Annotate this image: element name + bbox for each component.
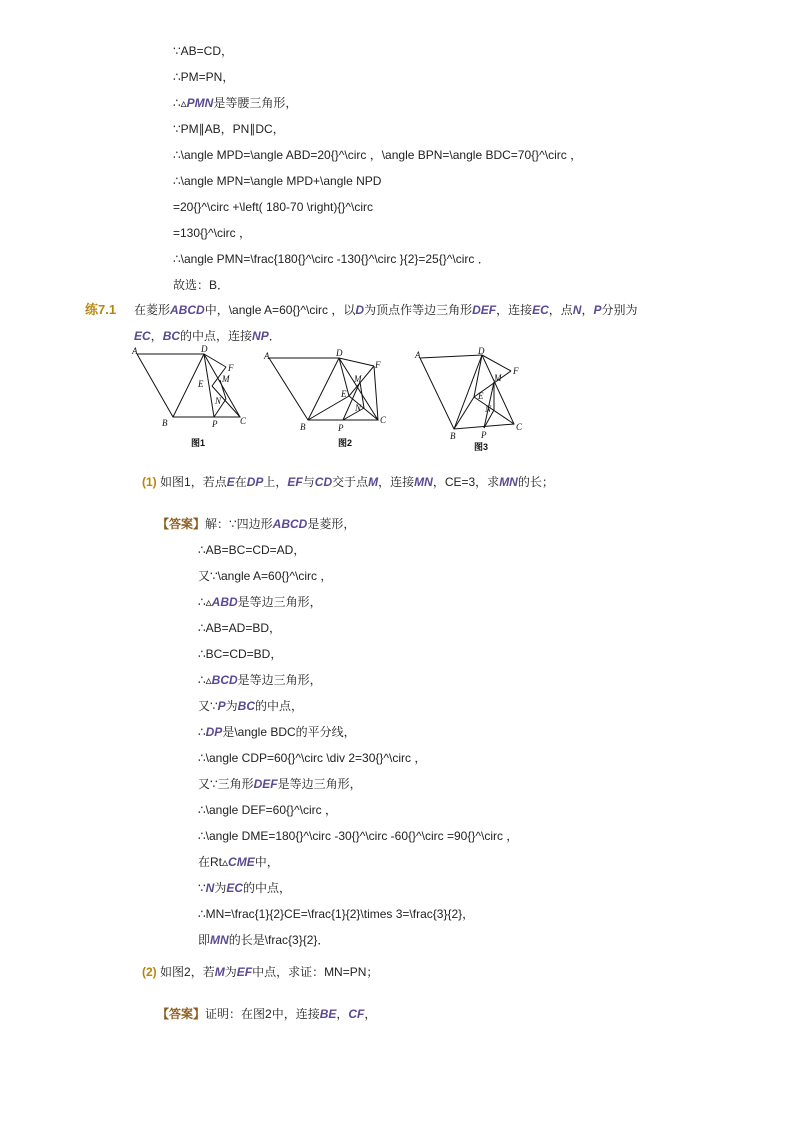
prev-line-8: =130{}^\circ ，	[173, 226, 252, 240]
fig1-label-d: D	[201, 344, 208, 354]
geometry-figures	[128, 344, 548, 456]
fig2-label-e: E	[341, 389, 347, 399]
figure-1	[137, 354, 240, 417]
prev-line-9: ∴\angle PMN=\frac{180{}^\circ -130{}^\circ }{2}=25{}^\circ ．	[173, 252, 490, 266]
fig3-label-n: N	[485, 404, 492, 414]
prev-line-3: ∴▵PMN是等腰三角形，	[173, 96, 298, 110]
fig3-label-p: P	[481, 430, 487, 440]
fig2-label-p: P	[338, 423, 344, 433]
prev-line-2: ∴PM=PN，	[173, 70, 235, 84]
fig1-label-c: C	[240, 416, 247, 426]
answer-1-line-4: ∴▵ABD是等边三角形，	[198, 595, 322, 609]
fig2-label-f: F	[375, 360, 381, 370]
answer-1-line-17: 即MN的长是\frac{3}{2}．	[198, 933, 330, 947]
fig1-label-e: E	[198, 379, 204, 389]
fig1-label-n: N	[215, 396, 222, 406]
figure-3	[420, 355, 514, 429]
answer-1-line-5: ∴AB=AD=BD，	[198, 621, 281, 635]
fig3-label-m: M	[494, 373, 502, 383]
question-2: (2) 如图2，若M为EF中点，求证：MN=PN；	[142, 965, 379, 979]
answer-1-line-3: 又∵\angle A=60{}^\circ ，	[198, 569, 333, 583]
answer-1-line-2: ∴AB=BC=CD=AD，	[198, 543, 306, 557]
answer-1-tag: 【答案】	[157, 517, 206, 531]
figure-2	[269, 358, 378, 420]
question-1: (1) 如图1，若点E在DP上，EF与CD交于点M，连接MN，CE=3，求MN的长；	[142, 475, 554, 489]
fig1-label-b: B	[162, 418, 168, 428]
fig2-label-a: A	[264, 351, 270, 361]
answer-1-line-6: ∴BC=CD=BD，	[198, 647, 283, 661]
answer-2-tag: 【答案】	[157, 1007, 206, 1021]
answer-1-line-13: ∴\angle DME=180{}^\circ -30{}^\circ -60{}^\circ =90{}^\circ ，	[198, 829, 519, 843]
fig1-label-p: P	[212, 419, 218, 429]
figure-1-caption: 图1	[191, 438, 206, 448]
answer-1-line-1: 【答案】解：∵四边形ABCD是菱形，	[157, 517, 356, 531]
prev-line-1: ∵AB=CD，	[173, 44, 233, 58]
fig1-label-f: F	[228, 363, 234, 373]
fig2-label-m: M	[354, 374, 362, 384]
answer-1-line-14: 在Rt▵CME中，	[198, 855, 279, 869]
fig3-label-a: A	[415, 350, 421, 360]
prev-line-10: 故选：B．	[173, 278, 230, 292]
exercise-title: 练7.1	[85, 302, 117, 317]
prev-line-7: =20{}^\circ +\left( 180-70 \right){}^\circ	[173, 200, 374, 214]
prev-line-5: ∴\angle MPD=\angle ABD=20{}^\circ ，\angle BPN=\angle BDC=70{}^\circ ，	[173, 148, 583, 162]
answer-1-line-15: ∵N为EC的中点，	[198, 881, 292, 895]
prev-line-6: ∴\angle MPN=\angle MPD+\angle NPD	[173, 174, 382, 188]
fig2-label-d: D	[336, 348, 343, 358]
fig3-label-f: F	[513, 366, 519, 376]
fig1-label-m: M	[222, 374, 230, 384]
fig3-label-c: C	[516, 422, 523, 432]
fig3-label-e: E	[478, 391, 484, 401]
answer-1-line-7: ∴▵BCD是等边三角形，	[198, 673, 322, 687]
figure-3-caption: 图3	[474, 442, 489, 452]
fig2-label-n: N	[355, 403, 362, 413]
answer-2-line-1: 【答案】证明：在图2中，连接BE，CF，	[157, 1007, 377, 1021]
answer-1-line-8: 又∵P为BC的中点，	[198, 699, 304, 713]
answer-1-line-9: ∴DP是\angle BDC的平分线，	[198, 725, 356, 739]
question-2-number: (2)	[142, 965, 157, 979]
fig1-label-a: A	[132, 346, 138, 356]
answer-1-line-16: ∴MN=\frac{1}{2}CE=\frac{1}{2}\times 3=\frac{3}{2}，	[198, 907, 475, 921]
fig3-label-b: B	[450, 431, 456, 441]
exercise-stem-line-1: 在菱形ABCD中，\angle A=60{}^\circ ，以D为顶点作等边三角形DEF，连接EC，点N，P分别为	[134, 303, 638, 317]
answer-1-line-11: 又∵三角形DEF是等边三角形，	[198, 777, 362, 791]
question-1-number: (1)	[142, 475, 157, 489]
fig3-label-d: D	[478, 346, 485, 356]
prev-line-4: ∵PM∥AB，PN∥DC，	[173, 122, 285, 136]
figure-2-caption: 图2	[338, 438, 353, 448]
fig2-label-c: C	[380, 415, 387, 425]
fig2-label-b: B	[300, 422, 306, 432]
answer-1-line-12: ∴\angle DEF=60{}^\circ ，	[198, 803, 337, 817]
answer-1-line-10: ∴\angle CDP=60{}^\circ \div 2=30{}^\circ ，	[198, 751, 427, 765]
exercise-stem-line-2: EC，BC的中点，连接NP．	[134, 329, 281, 343]
